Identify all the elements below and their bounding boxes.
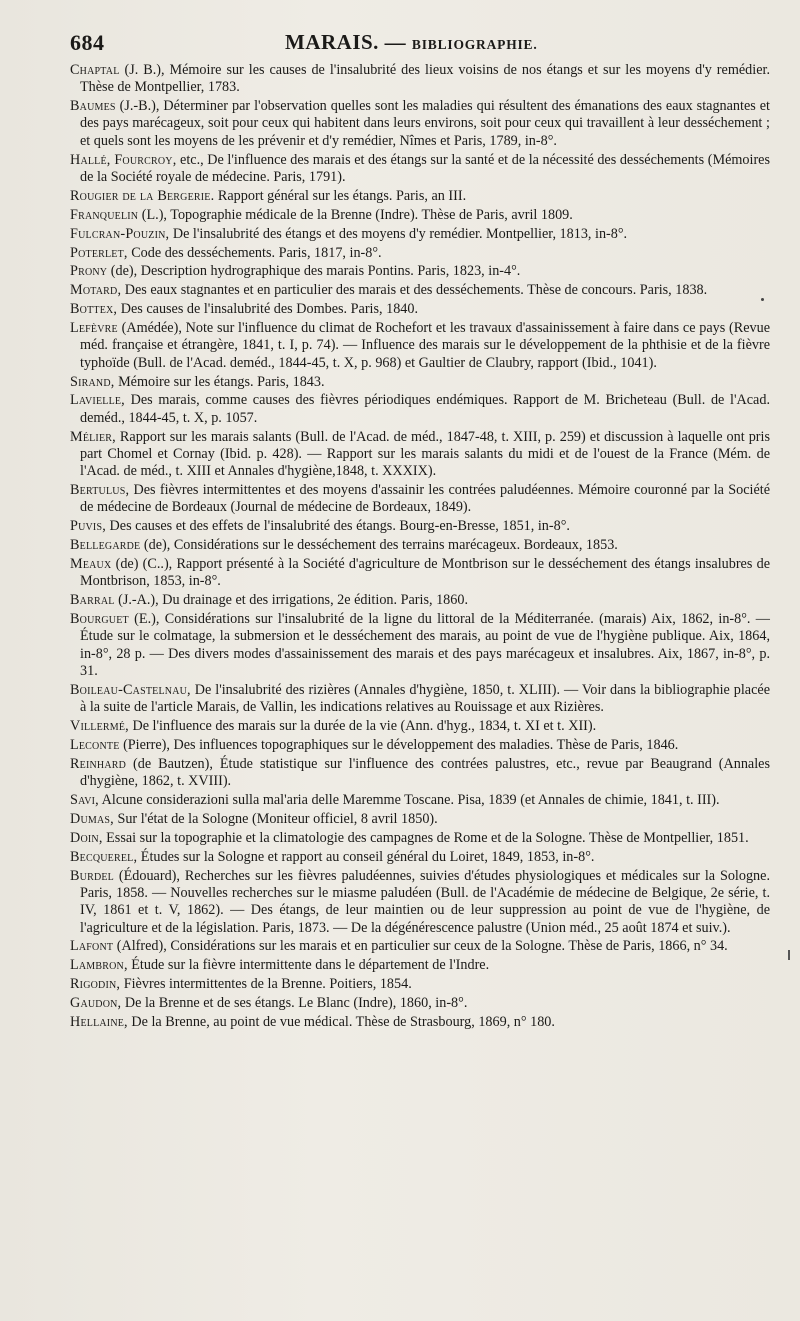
bibliography-entry bbox=[70, 282, 770, 299]
entry-text: (Alfred), Considérations sur les marais et en particulier sur ceux de la Sologne. Thèse de Paris, 1866, n° 34. bbox=[113, 938, 728, 955]
entry-text: De la Brenne, au point de vue médical. Thèse de Strasbourg, 1869, n° 180. bbox=[127, 1014, 555, 1031]
entry-text: (E.), Considérations sur l'insalubrité de la ligne du littoral de la Méditerranée. (marais) Aix, 1862, in-8°. — Étude sur le colmatage, la submersion et le desséchement des marais, au point de vue de l'hygiène publique. Aix, 1864, in-8°, 28 p. — Des divers modes d'assainissement des marais et des pays marécageux et insalubres. Aix, 1867, in-8°, p. 31. bbox=[80, 611, 770, 680]
entry-author: Leconte bbox=[70, 737, 120, 754]
entry-text: Des causes de l'insalubrité des Dombes. Paris, 1840. bbox=[117, 301, 419, 318]
entry-text: (de) (C..), Rapport présenté à la Société d'agriculture de Montbrison sur le desséchement des étangs insalubres de Montbrison, 1853, in-8°. bbox=[80, 556, 770, 590]
entry-text: (de), Considérations sur le desséchement des terrains marécageux. Bordeaux, 1853. bbox=[140, 537, 618, 554]
entry-text: (de), Description hydrographique des marais Pontins. Paris, 1823, in-4°. bbox=[107, 263, 521, 280]
bibliography-entry bbox=[70, 556, 770, 591]
bibliography-entry bbox=[70, 320, 770, 372]
bibliography-entry bbox=[70, 98, 770, 150]
entry-text: Rapport sur les marais salants (Bull. de l'Acad. de méd., 1847-48, t. XIII, p. 259) et discussion à laquelle ont pris part Chomel et Cornay (Ibid. p. 428). — Rapport sur les marais salants du midi et de l'ouest de la France (Mém. de l'Acad. de méd., t. XIII et Annales d'hygiène,1848, t. XXXIX). bbox=[80, 428, 770, 480]
entry-author: Bourguet bbox=[70, 611, 129, 628]
bibliography-entry bbox=[70, 207, 770, 224]
entry-author: Villermé, bbox=[70, 718, 129, 735]
entry-text: (Amédée), Note sur l'influence du climat de Rochefort et les travaux d'assainissement à faire dans ce pays (Revue méd. française et étrangère, 1841, t. I, p. 74). — Influence des marais sur le développement de la phthisie et de la fièvre typhoïde (Bull. de l'Acad. deméd., 1844-45, t. X, p. 968) et Gaultier de Claubry, rapport (Ibid., 1041). bbox=[80, 320, 770, 371]
entry-author: Barral bbox=[70, 592, 115, 609]
entry-text: (J.-A.), Du drainage et des irrigations, 2e édition. Paris, 1860. bbox=[114, 592, 468, 609]
entry-author: Burdel bbox=[70, 867, 114, 884]
bibliography-entry bbox=[70, 245, 770, 262]
entry-author: Lefèvre bbox=[70, 320, 118, 337]
bibliography-entry bbox=[70, 226, 770, 243]
bibliography-entry bbox=[70, 976, 770, 993]
entry-author: Bottex, bbox=[70, 301, 118, 318]
entry-text: Sur l'état de la Sologne (Moniteur officiel, 8 avril 1850). bbox=[113, 811, 438, 828]
entry-text: De la Brenne et de ses étangs. Le Blanc (Indre), 1860, in-8°. bbox=[121, 995, 468, 1012]
entry-author: Bertulus, bbox=[70, 482, 130, 499]
entry-text: Fièvres intermittentes de la Brenne. Poitiers, 1854. bbox=[120, 976, 412, 993]
entry-author: Becquerel, bbox=[70, 848, 138, 865]
edge-mark bbox=[788, 950, 790, 960]
bibliography-entry bbox=[70, 301, 770, 318]
entry-text: Des eaux stagnantes et en particulier des marais et des desséchements. Thèse de concours. Paris, 1838. bbox=[121, 282, 708, 299]
bibliography-entry bbox=[70, 756, 770, 791]
page-number: 684 bbox=[70, 30, 105, 55]
bibliography-entry bbox=[70, 830, 770, 847]
bibliography-entry bbox=[70, 482, 770, 517]
entry-author: Hallé, Fourcroy, bbox=[70, 151, 177, 168]
entry-author: Meaux bbox=[70, 556, 112, 573]
entry-text: Rapport général sur les étangs. Paris, an III. bbox=[214, 187, 467, 204]
running-title-main: MARAIS. bbox=[285, 30, 379, 54]
page-header bbox=[70, 26, 770, 62]
entry-author: Prony bbox=[70, 263, 108, 280]
entry-text: (J. B.), Mémoire sur les causes de l'insalubrité des lieux voisins de nos étangs et sur les moyens d'y remédier. Thèse de Montpellier, 1783. bbox=[80, 62, 770, 96]
bibliography-list bbox=[70, 62, 770, 1031]
entry-text: Des fièvres intermittentes et des moyens d'assainir les contrées paludéennes. Mémoire couronné par la Société de médecine de Bordeaux (Journal de médecine de Bordeaux, 1849). bbox=[80, 482, 770, 516]
entry-author: Lambron, bbox=[70, 957, 128, 974]
entry-text: Code des desséchements. Paris, 1817, in-8°. bbox=[127, 244, 382, 261]
entry-text: De l'insalubrité des rizières (Annales d'hygiène, 1850, t. XLIII). — Voir dans la bibliographie placée à la suite de l'article Marais, de Vallin, les indications relatives au Rouissage et aux Rizières. bbox=[80, 681, 770, 716]
entry-text: De l'insalubrité des étangs et des moyens d'y remédier. Montpellier, 1813, in-8°. bbox=[169, 225, 628, 242]
entry-text: Essai sur la topographie et la climatologie des campagnes de Rome et de la Sologne. Thèse de Montpellier, 1851. bbox=[102, 829, 749, 846]
bibliography-entry bbox=[70, 392, 770, 427]
entry-author: Lafont bbox=[70, 938, 114, 955]
entry-author: Lavielle, bbox=[70, 392, 125, 409]
entry-author: Puvis, bbox=[70, 518, 106, 535]
entry-author: Boileau-Castelnau, bbox=[70, 681, 191, 698]
entry-author: Savi, bbox=[70, 792, 99, 809]
entry-text: (Pierre), Des influences topographiques sur le développement des maladies. Thèse de Paris, 1846. bbox=[119, 737, 679, 754]
bibliography-entry bbox=[70, 811, 770, 828]
entry-author: Mélier, bbox=[70, 428, 116, 445]
entry-author: Fulcran-Pouzin, bbox=[70, 225, 170, 242]
bibliography-entry bbox=[70, 152, 770, 187]
entry-text: De l'influence des marais sur la durée de la vie (Ann. d'hyg., 1834, t. XI et t. XII). bbox=[128, 718, 597, 735]
bibliography-entry bbox=[70, 188, 770, 205]
entry-author: Doin, bbox=[70, 829, 103, 846]
bibliography-entry bbox=[70, 938, 770, 955]
entry-author: Franquelin bbox=[70, 206, 139, 223]
entry-text: etc., De l'influence des marais et des étangs sur la santé et de la nécessité des desséchements (Mémoires de la Société royale de médecine. Paris, 1791). bbox=[80, 151, 770, 185]
entry-author: Reinhard bbox=[70, 755, 127, 772]
entry-author: Dumas, bbox=[70, 811, 114, 828]
running-title-separator: — bbox=[384, 30, 407, 54]
entry-text: Études sur la Sologne et rapport au conseil général du Loiret, 1849, 1853, in-8°. bbox=[137, 848, 595, 865]
bibliography-entry bbox=[70, 957, 770, 974]
entry-author: Chaptal bbox=[70, 62, 120, 78]
bibliography-entry bbox=[70, 429, 770, 481]
entry-text: (Édouard), Recherches sur les fièvres paludéennes, suivies d'études physiologiques et médicales sur la Sologne. Paris, 1858. — Nouvelles recherches sur le miasme paludéen (Bull. de l'Académie de médecine de Belgique, 2e série, t. IV, 1861 et t. V, 1862). — Des étangs, de leur maintien ou de leur suppression au point de vue de l'hygiène, de l'agriculture et de la législation. Paris, 1873. — De la dégénérescence palustre (Union méd., 25 août 1874 et suiv.). bbox=[80, 867, 770, 936]
entry-text: (L.), Topographie médicale de la Brenne (Indre). Thèse de Paris, avril 1809. bbox=[138, 206, 573, 223]
edge-dot bbox=[761, 298, 764, 301]
entry-text: Alcune considerazioni sulla mal'aria delle Maremme Toscane. Pisa, 1839 (et Annales de chimie, 1841, t. III). bbox=[98, 792, 720, 809]
entry-author: Rougier de la Bergerie. bbox=[70, 187, 215, 204]
entry-author: Sirand, bbox=[70, 373, 115, 390]
bibliography-entry bbox=[70, 537, 770, 554]
entry-text: (de Bautzen), Étude statistique sur l'influence des contrées palustres, etc., revue par Beaugrand (Annales d'hygiène, 1862, t. XVIII). bbox=[80, 755, 770, 790]
entry-text: Mémoire sur les étangs. Paris, 1843. bbox=[114, 373, 325, 390]
entry-author: Bellegarde bbox=[70, 537, 141, 554]
entry-text: Des causes et des effets de l'insalubrité des étangs. Bourg-en-Bresse, 1851, in-8°. bbox=[105, 518, 570, 535]
bibliography-entry bbox=[70, 995, 770, 1012]
bibliography-entry bbox=[70, 682, 770, 717]
entry-author: Poterlet, bbox=[70, 244, 128, 261]
running-title bbox=[285, 30, 538, 55]
bibliography-entry bbox=[70, 592, 770, 609]
bibliography-entry bbox=[70, 518, 770, 535]
bibliography-entry bbox=[70, 62, 770, 97]
bibliography-entry bbox=[70, 374, 770, 391]
bibliography-entry bbox=[70, 263, 770, 280]
bibliography-entry bbox=[70, 868, 770, 937]
running-title-subtitle: BIBLIOGRAPHIE. bbox=[411, 37, 538, 52]
entry-author: Motard, bbox=[70, 282, 122, 299]
entry-author: Baumes bbox=[70, 98, 116, 115]
entry-text: (J.-B.), Déterminer par l'observation quelles sont les maladies qui résultent des émanations des eaux stagnantes et des pays marécageux, soit pour ceux qui habitent dans leurs environs, soit pour ceux qui travaillent à leur desséchement ; et quels sont les moyens de les prévenir et d'y remédier, Nîmes et Paris, 1789, in-8°. bbox=[80, 98, 770, 149]
entry-text: Des marais, comme causes des fièvres périodiques endémiques. Rapport de M. Bricheteau (Bull. de l'Acad. deméd., 1844-45, t. X, p. 1057. bbox=[80, 392, 770, 426]
bibliography-entry bbox=[70, 611, 770, 680]
bibliography-entry bbox=[70, 718, 770, 735]
bibliography-entry bbox=[70, 1014, 770, 1031]
bibliography-entry bbox=[70, 737, 770, 754]
entry-author: Hellaine, bbox=[70, 1014, 128, 1031]
entry-author: Gaudon, bbox=[70, 995, 122, 1012]
bibliography-entry bbox=[70, 849, 770, 866]
bibliography-entry bbox=[70, 792, 770, 809]
entry-text: Étude sur la fièvre intermittente dans le département de l'Indre. bbox=[127, 957, 490, 974]
entry-author: Rigodin, bbox=[70, 976, 121, 993]
